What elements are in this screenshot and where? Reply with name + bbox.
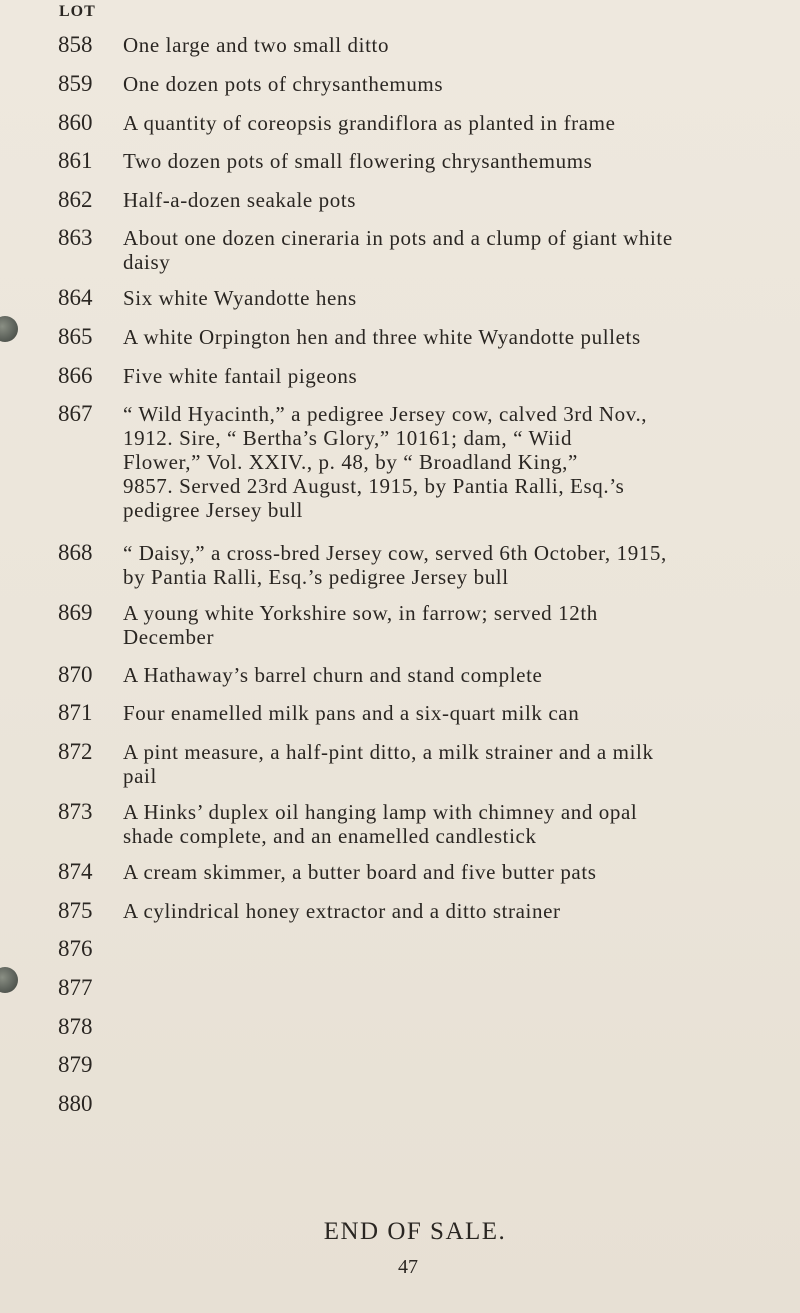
lot-number: 866 bbox=[58, 363, 93, 388]
lot-number: 860 bbox=[58, 110, 93, 135]
lot-description: A cylindrical honey extractor and a ditto strainer bbox=[123, 899, 561, 923]
end-of-sale-heading bbox=[0, 1218, 800, 1246]
lot-number: 861 bbox=[58, 148, 93, 173]
lot-description: “ Wild Hyacinth,” a pedigree Jersey cow, calved 3rd Nov., 1912. Sire, “ Bertha’s Glory,” 10161; dam, “ Wiid Flower,” Vol. XXIV., p. 48, by “ Broadland King,” 9857. Served 23rd August, 1915, by Pantia Ralli, Esq.’s pedigree Jersey bull bbox=[123, 402, 648, 522]
lot-number: 878 bbox=[58, 1014, 93, 1039]
lot-number: 869 bbox=[58, 600, 93, 625]
page-number: 47 bbox=[398, 1256, 418, 1278]
lot-number: 864 bbox=[58, 285, 93, 310]
lot-description: Half-a-dozen seakale pots bbox=[123, 188, 357, 212]
lot-number: 876 bbox=[58, 936, 93, 961]
lot-description: “ Daisy,” a cross-bred Jersey cow, served 6th October, 1915, by Pantia Ralli, Esq.’s pedigree Jersey bull bbox=[123, 541, 667, 589]
lot-number: 865 bbox=[58, 324, 93, 349]
lot-description: A pint measure, a half-pint ditto, a milk strainer and a milk pail bbox=[123, 740, 654, 788]
lot-number: 875 bbox=[58, 898, 93, 923]
punch-hole-lower bbox=[0, 967, 18, 993]
lot-number: 874 bbox=[58, 859, 93, 884]
lot-number: 871 bbox=[58, 700, 93, 725]
lot-description: Five white fantail pigeons bbox=[123, 364, 358, 388]
lot-number: 872 bbox=[58, 739, 93, 764]
lot-number: 859 bbox=[58, 71, 93, 96]
lot-description: Two dozen pots of small flowering chrysanthemums bbox=[123, 149, 593, 173]
lot-number: 877 bbox=[58, 975, 93, 1000]
lot-description: Four enamelled milk pans and a six-quart milk can bbox=[123, 701, 580, 725]
end-of-sale-text: END OF SALE. bbox=[323, 1218, 507, 1245]
lot-description: A cream skimmer, a butter board and five butter pats bbox=[123, 860, 597, 884]
lot-number: 862 bbox=[58, 187, 93, 212]
lot-description: A white Orpington hen and three white Wyandotte pullets bbox=[123, 325, 641, 349]
lot-number: 880 bbox=[58, 1091, 93, 1116]
lot-description: A quantity of coreopsis grandiflora as planted in frame bbox=[123, 111, 616, 135]
lot-number: 858 bbox=[58, 32, 93, 57]
punch-hole-upper bbox=[0, 316, 18, 342]
lot-number: 873 bbox=[58, 799, 93, 824]
lot-description: About one dozen cineraria in pots and a clump of giant white daisy bbox=[123, 226, 673, 274]
lot-number: 879 bbox=[58, 1052, 93, 1077]
lot-description: One dozen pots of chrysanthemums bbox=[123, 72, 444, 96]
lot-number: 867 bbox=[58, 401, 93, 426]
lot-number: 868 bbox=[58, 540, 93, 565]
lot-number: 870 bbox=[58, 662, 93, 687]
lot-description: A Hinks’ duplex oil hanging lamp with chimney and opal shade complete, and an enamelled candlestick bbox=[123, 800, 638, 848]
lot-description: A young white Yorkshire sow, in farrow; served 12th December bbox=[123, 601, 598, 649]
lot-description: One large and two small ditto bbox=[123, 33, 390, 57]
lot-description: A Hathaway’s barrel churn and stand complete bbox=[123, 663, 543, 687]
lot-number: 863 bbox=[58, 225, 93, 250]
lot-column-header: LOT bbox=[59, 3, 96, 20]
lot-description: Six white Wyandotte hens bbox=[123, 286, 357, 310]
